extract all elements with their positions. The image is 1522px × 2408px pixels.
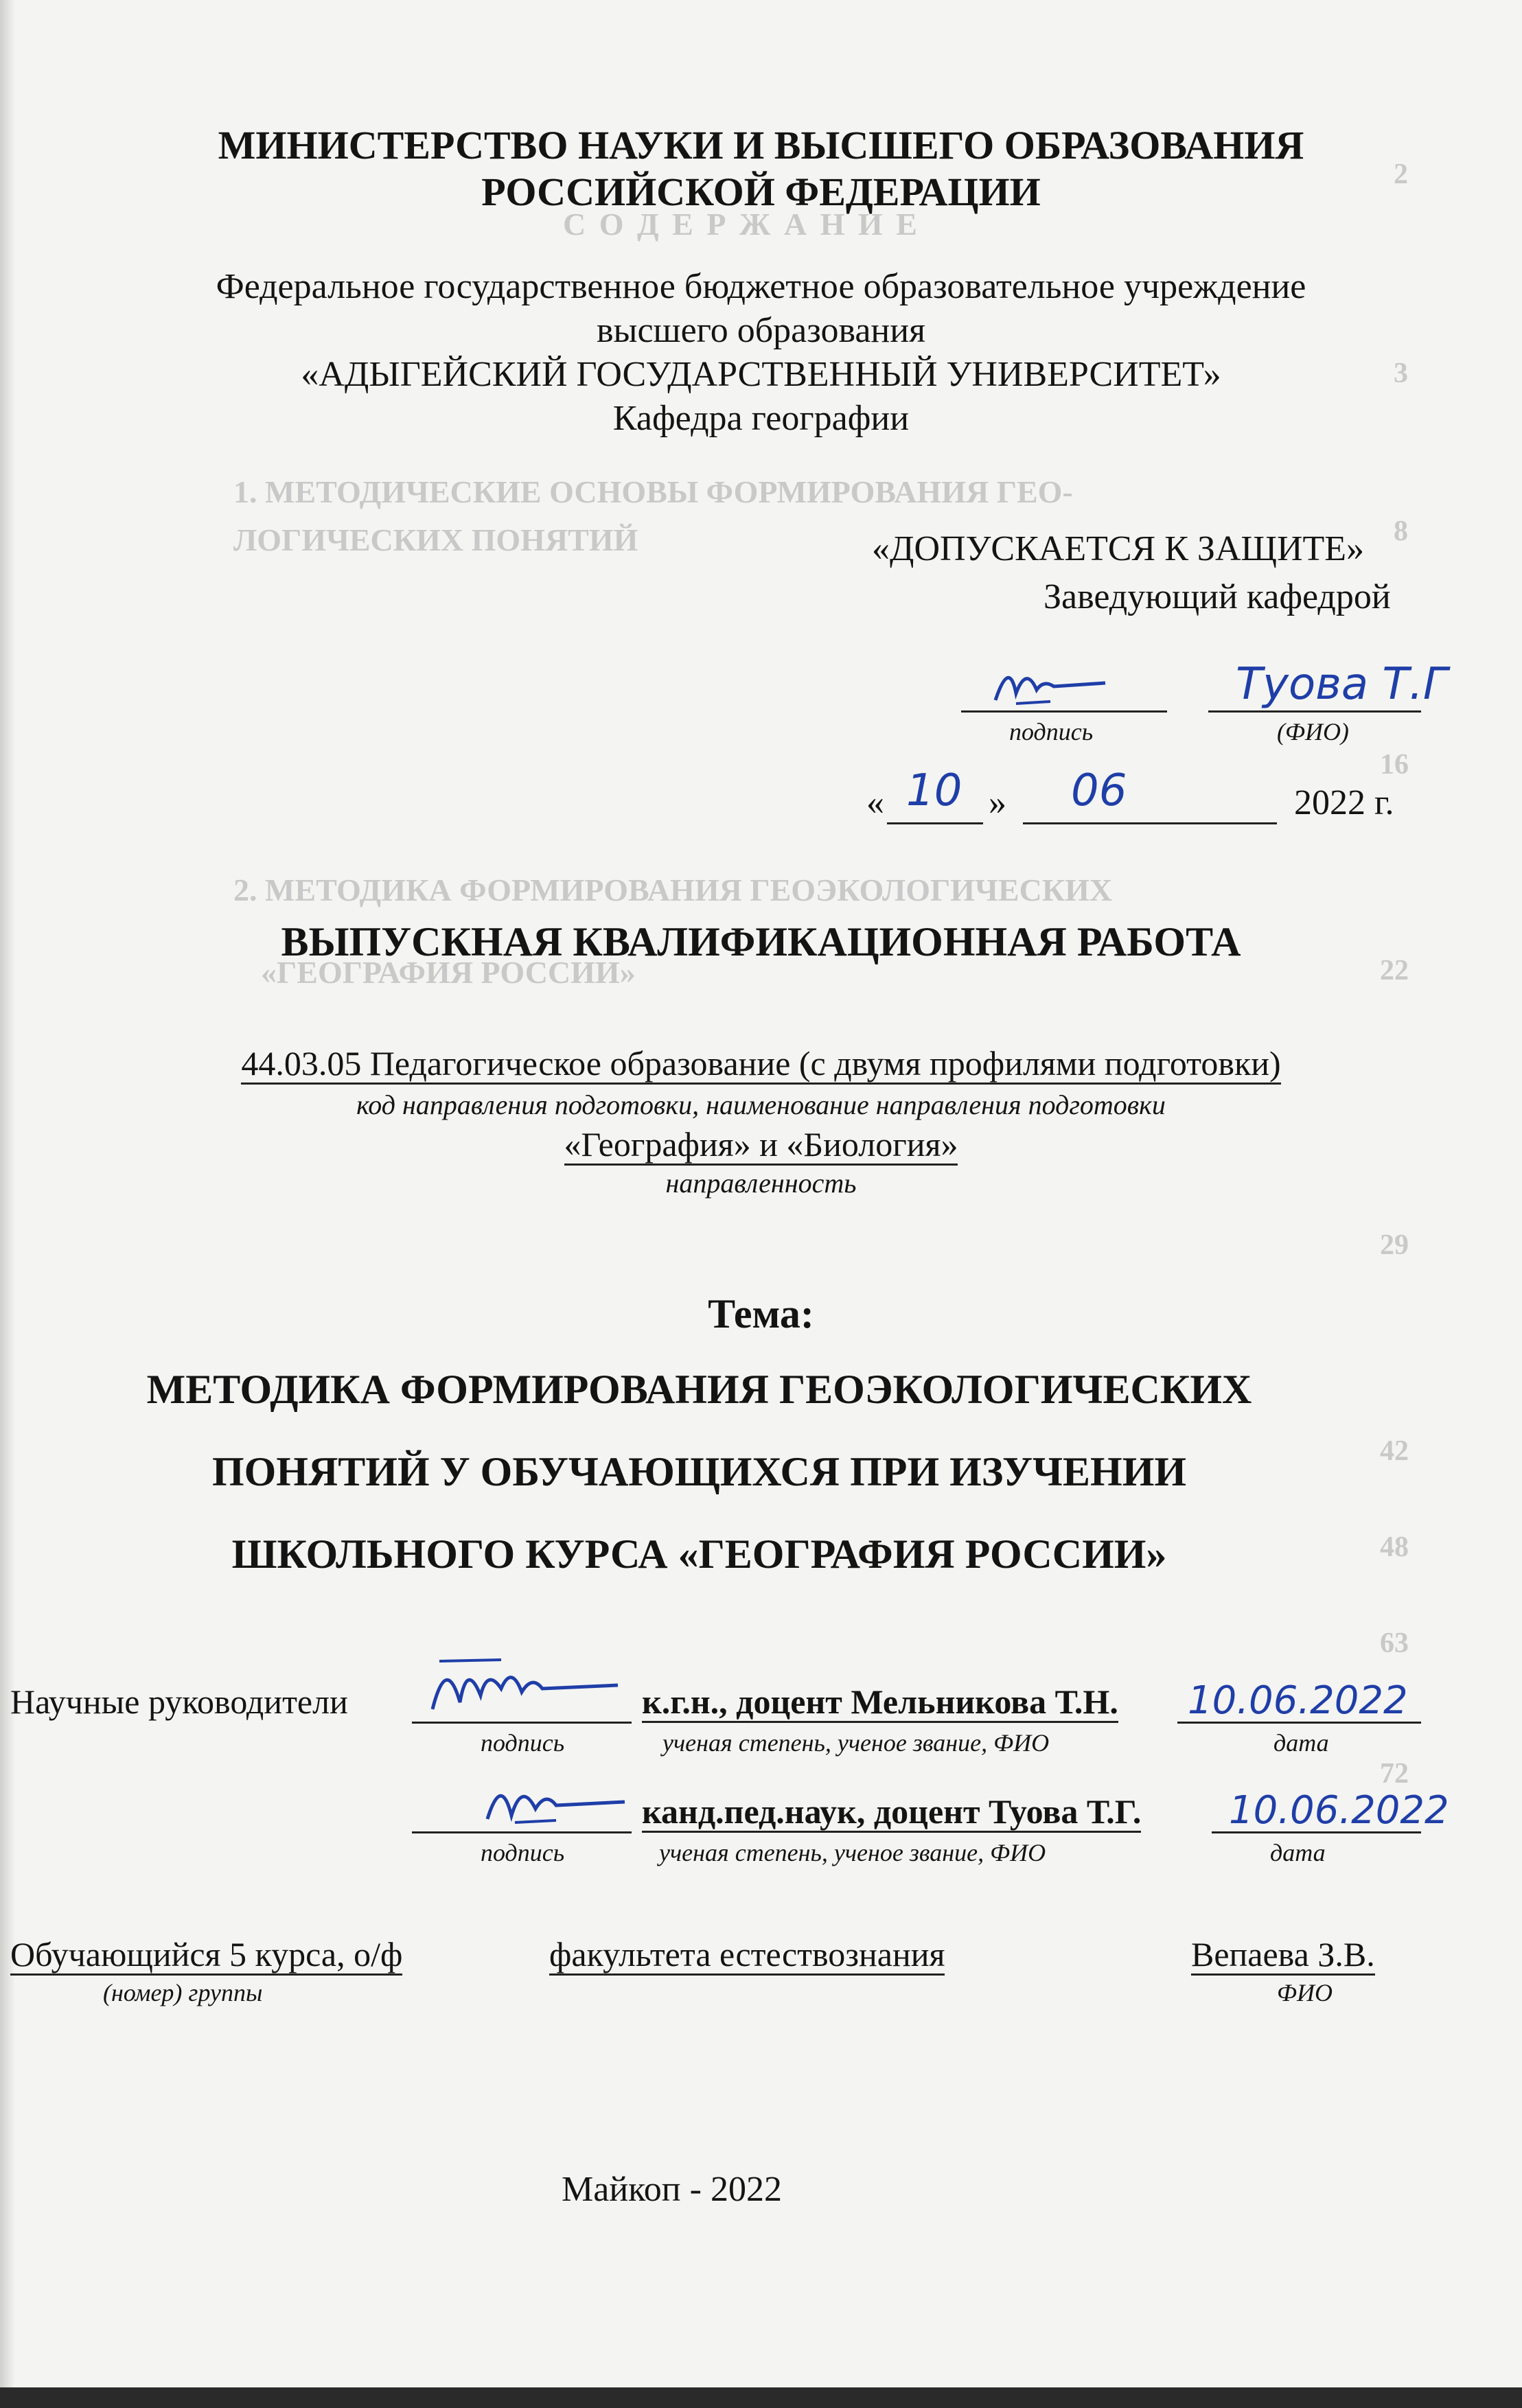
bleed-page-22: 22	[1380, 955, 1409, 986]
supervisor-2-signature-line	[412, 1831, 632, 1833]
direction-profile	[0, 1124, 1522, 1164]
bleed-ch1-a: 1. МЕТОДИЧЕСКИЕ ОСНОВЫ ФОРМИРОВАНИЯ ГЕО-	[233, 474, 1073, 509]
ministry-line-2: РОССИЙСКОЙ ФЕДЕРАЦИИ	[481, 170, 1041, 214]
bleed-page-8: 8	[1394, 516, 1408, 547]
student-faculty	[549, 1934, 945, 1974]
bleed-page-2: 2	[1394, 159, 1408, 190]
approval-day-line	[887, 822, 983, 824]
approval-year: 2022 г.	[1294, 783, 1394, 822]
supervisor-1-signature	[419, 1647, 625, 1723]
institution-line-1: Федеральное государственное бюджетное образовательное учреждение	[216, 267, 1306, 306]
supervisor-2-date: 10.06.2022	[1229, 1788, 1449, 1833]
institution-name: «АДЫГЕЙСКИЙ ГОСУДАРСТВЕННЫЙ УНИВЕРСИТЕТ»	[301, 355, 1221, 394]
supervisor-1-date-caption: дата	[1273, 1729, 1329, 1757]
student-label	[10, 1934, 402, 1974]
scan-bottom-edge	[0, 2387, 1522, 2408]
topic-line-3: ШКОЛЬНОГО КУРСА «ГЕОГРАФИЯ РОССИИ»	[231, 1531, 1167, 1577]
supervisor-2-name	[642, 1792, 1141, 1831]
supervisor-1-sign-caption: подпись	[481, 1729, 565, 1757]
head-signature	[989, 652, 1112, 714]
approval-day: 10	[906, 765, 962, 816]
supervisor-2-degree-caption: ученая степень, ученое звание, ФИО	[659, 1839, 1046, 1866]
approval-title: «ДОПУСКАЕТСЯ К ЗАЩИТЕ»	[872, 529, 1365, 568]
approval-role: Заведующий кафедрой	[1044, 577, 1391, 616]
direction-profile-caption: направленность	[665, 1168, 857, 1199]
approval-date-open-quote: «	[866, 783, 884, 822]
institution-line-2: высшего образования	[596, 311, 926, 350]
approval-month-line	[1023, 822, 1277, 824]
bleed-page-72: 72	[1380, 1758, 1409, 1790]
department-name: Кафедра географии	[612, 399, 910, 438]
bleed-page-42: 42	[1380, 1435, 1409, 1467]
work-type-title: ВЫПУСКНАЯ КВАЛИФИКАЦИОННАЯ РАБОТА	[281, 919, 1241, 964]
direction-code-name-text: 44.03.05 Педагогическое образование (с двумя профилями подготовки)	[241, 1044, 1280, 1085]
supervisor-1-name	[642, 1682, 1118, 1722]
direction-profile-text: «География» и «Биология»	[564, 1125, 958, 1166]
bleed-ch1-b: ЛОГИЧЕСКИХ ПОНЯТИЙ	[233, 522, 638, 557]
bleed-ch2-b: «ГЕОГРАФИЯ РОССИИ»	[261, 955, 636, 990]
student-name	[1191, 1934, 1375, 1974]
head-signature-caption: подпись	[1009, 718, 1094, 745]
supervisor-2-name-text: канд.пед.наук, доцент Туова Т.Г.	[642, 1792, 1141, 1833]
student-label-text: Обучающийся 5 курса, о/ф	[10, 1935, 402, 1976]
supervisor-2-date-caption: дата	[1270, 1839, 1326, 1866]
topic-line-2: ПОНЯТИЙ У ОБУЧАЮЩИХСЯ ПРИ ИЗУЧЕНИИ	[211, 1449, 1187, 1494]
bleed-page-3: 3	[1394, 358, 1408, 389]
student-group-caption: (номер) группы	[103, 1979, 263, 2006]
direction-caption: код направления подготовки, наименование направления подготовки	[356, 1089, 1166, 1120]
bleed-page-48: 48	[1380, 1531, 1409, 1563]
supervisor-2-signature	[481, 1764, 632, 1833]
head-name-line	[1208, 710, 1421, 713]
student-faculty-text: факультета естествознания	[549, 1935, 945, 1976]
approval-date-close-quote: »	[989, 783, 1006, 822]
bleed-page-29: 29	[1380, 1229, 1409, 1261]
head-name-caption: (ФИО)	[1277, 718, 1349, 745]
supervisor-1-degree-caption: ученая степень, ученое звание, ФИО	[662, 1729, 1050, 1757]
head-signature-line	[961, 710, 1167, 713]
supervisor-2-sign-caption: подпись	[481, 1839, 565, 1866]
city-year: Майкоп - 2022	[562, 2170, 782, 2209]
supervisor-1-signature-line	[412, 1722, 632, 1724]
topic-label: Тема:	[708, 1291, 814, 1336]
student-name-caption: ФИО	[1277, 1979, 1333, 2006]
approval-month: 06	[1071, 765, 1127, 816]
supervisor-1-name-text: к.г.н., доцент Мельникова Т.Н.	[642, 1682, 1118, 1723]
bleed-toc-heading: С О Д Е Р Ж А Н И Е	[563, 207, 920, 242]
supervisors-label: Научные руководители	[10, 1682, 348, 1721]
supervisor-1-date: 10.06.2022	[1188, 1678, 1408, 1723]
ministry-line-1: МИНИСТЕРСТВО НАУКИ И ВЫСШЕГО ОБРАЗОВАНИЯ	[218, 123, 1304, 167]
topic-line-1: МЕТОДИКА ФОРМИРОВАНИЯ ГЕОЭКОЛОГИЧЕСКИХ	[146, 1367, 1252, 1412]
bleed-page-16: 16	[1380, 749, 1409, 780]
head-name-handwritten: Туова Т.Г	[1236, 659, 1448, 710]
student-name-text: Вепаева З.В.	[1191, 1935, 1375, 1976]
bleed-page-63: 63	[1380, 1628, 1409, 1659]
bleed-ch2-a: 2. МЕТОДИКА ФОРМИРОВАНИЯ ГЕОЭКОЛОГИЧЕСКИХ	[233, 872, 1113, 907]
direction-code-name	[0, 1043, 1522, 1083]
